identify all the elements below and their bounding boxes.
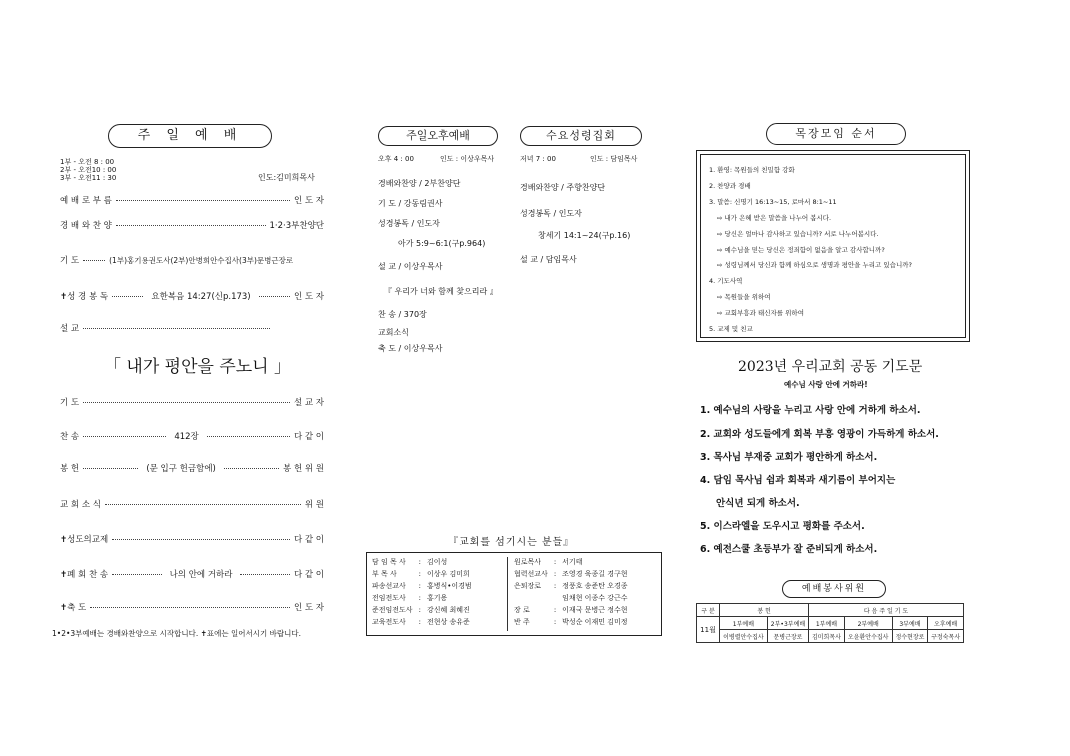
prayer-item: 안식년 되게 하소서. [716, 498, 800, 509]
wednesday-leader: 인도 : 담임목사 [590, 155, 638, 163]
staff-role: 원로목사 [514, 558, 542, 566]
prayer-item: 6. 예전스쿨 초등부가 잘 준비되게 하소서. [700, 544, 878, 555]
order-label: 봉 헌 [60, 464, 80, 474]
service-header-offering: 봉 헌 [720, 604, 809, 617]
service-time-3: 3부 - 오전11 : 30 [60, 174, 117, 182]
order-label: ✝성도의교제 [60, 535, 109, 545]
service-sub: 오후예배 [928, 617, 964, 630]
staff-names: 정풍호 송준탄 오경종 [562, 582, 628, 590]
service-table [696, 603, 964, 643]
staff-names: 조영경 육종길 경구현 [562, 570, 628, 578]
order-role: 봉 헌 위 원 [283, 464, 324, 474]
staff-role: 은퇴장로 [514, 582, 542, 590]
staff-row: 은퇴장로 : 정풍호 송준탄 오경종 [511, 580, 630, 592]
service-sub: 1부예배 [809, 617, 845, 630]
staff-names: 강신혜 최혜진 [426, 606, 470, 614]
staff-row: 파송선교사 : 홍병식•이경범 [369, 580, 475, 592]
service-committee-title [782, 580, 886, 598]
staff-role: 준전임전도사 [372, 606, 413, 614]
order-label: 기 도 [60, 256, 80, 266]
staff-row: 담 임 목 사 : 김이성 [369, 556, 475, 568]
cell-group-title-text: 목장모임 순서 [795, 127, 877, 140]
wednesday-order [520, 184, 630, 272]
afternoon-order [378, 180, 498, 361]
service-name: 오윤환안수집사 [844, 630, 892, 643]
afternoon-leader: 인도 : 이상우목사 [440, 155, 495, 163]
order-detail: 나의 안에 거하라 [169, 570, 233, 580]
service-sub: 1부예배 [720, 617, 768, 630]
service-name: 이병렬안수집사 [720, 630, 768, 643]
staff-role: 담 임 목 사 [372, 558, 406, 566]
order-row [60, 254, 326, 266]
wednesday-item: 성경봉독 / 인도자 [520, 209, 582, 218]
order-role: 다 같 이 [293, 570, 325, 580]
afternoon-item: 성경봉독 / 인도자 [378, 219, 440, 228]
staff-role: 파송선교사 [372, 582, 406, 590]
cell-group-steps [709, 163, 912, 338]
order-detail: 412장 [174, 432, 199, 442]
order-row [60, 601, 324, 613]
afternoon-time: 오후 4 : 00 [378, 155, 414, 163]
staff-names: 홍기용 [426, 594, 448, 602]
cell-group-box [696, 150, 970, 342]
staff-divider [507, 557, 508, 631]
order-label: 기 도 [60, 398, 80, 408]
afternoon-item: 경배와찬양 / 2부찬양단 [378, 179, 461, 188]
order-row [60, 290, 324, 302]
dotted-leader [83, 436, 166, 437]
afternoon-service-title-text: 주일오후예배 [406, 129, 470, 142]
staff-names: 김이성 [426, 558, 448, 566]
sunday-service-title-text: 주 일 예 배 [137, 128, 243, 143]
afternoon-item: 기 도 / 강동림권사 [378, 199, 443, 208]
staff-role: 전임전도사 [372, 594, 406, 602]
staff-role: 장 로 [514, 606, 530, 614]
order-role: 인 도 자 [293, 196, 324, 206]
service-name: 정수현장로 [892, 630, 928, 643]
staff-names: 임채현 이종수 강근수 [562, 594, 628, 602]
prayer-subtitle: 예수님 사랑 안에 거하라! [784, 380, 868, 389]
staff-role: 반 주 [514, 618, 530, 626]
service-header-next-prayer: 다 음 주 일 기 도 [809, 604, 964, 617]
staff-names: 이상우 김미희 [426, 570, 470, 578]
dotted-leader [112, 574, 162, 575]
wednesday-time: 저녁 7 : 00 [520, 155, 556, 163]
staff-row: 준전임전도사 : 강신혜 최혜진 [369, 604, 475, 616]
service-name-row [697, 630, 964, 643]
dotted-leader [83, 328, 270, 329]
dotted-leader [112, 539, 290, 540]
order-role: 위 원 [304, 500, 324, 510]
cell-group-title [766, 123, 906, 145]
prayer-title: 2023년 우리교회 공동 기도문 [738, 359, 923, 375]
step-item: ⇨ 목원들을 위하여 [717, 293, 771, 302]
prayer-item: 2. 교회와 성도들에게 회복 부흥 영광이 가득하게 하소서. [700, 429, 939, 440]
order-role: 1·2·3부찬양단 [269, 221, 324, 231]
step-item: 1. 환영: 목원들의 친밀함 강화 [709, 166, 795, 174]
staff-right-table [511, 556, 630, 628]
dotted-leader [116, 225, 266, 226]
order-detail: (문 입구 헌금함에) [146, 464, 216, 474]
staff-row: 교육전도사 : 전현상 송유준 [369, 616, 475, 628]
afternoon-service-title [378, 126, 498, 146]
wednesday-service-title-text: 수요성령집회 [546, 129, 616, 142]
staff-row: 부 목 사 : 이상우 김미희 [369, 568, 475, 580]
service-header-row [697, 604, 964, 617]
staff-row: 협력선교사 : 조영경 육종길 경구현 [511, 568, 630, 580]
order-label: ✝성 경 봉 독 [60, 292, 109, 302]
dotted-leader [116, 200, 290, 201]
step-item: 5. 교제 및 친교 [709, 325, 753, 334]
service-time-1: 1부 - 오전 8 : 00 [60, 158, 115, 166]
prayer-item: 1. 예수님의 사랑을 누리고 사랑 안에 거하게 하소서. [700, 405, 921, 416]
order-detail: (1부)홍기용권도사(2부)안병희안수집사(3부)문병근장로 [109, 255, 294, 265]
service-sub: 2부•3부예배 [767, 617, 808, 630]
staff-names: 홍병식•이경범 [426, 582, 472, 590]
wednesday-service-title [520, 126, 642, 146]
staff-names: 전현상 송유준 [426, 618, 470, 626]
dotted-leader [207, 436, 290, 437]
order-label: 찬 송 [60, 432, 80, 442]
service-leader: 인도:김미희목사 [258, 173, 315, 182]
wednesday-item: 설 교 / 담임목사 [520, 255, 577, 264]
order-label: ✝축 도 [60, 603, 87, 613]
order-role: 다 같 이 [293, 535, 324, 545]
order-role: 인 도 자 [293, 603, 324, 613]
service-sub: 2부예배 [844, 617, 892, 630]
order-label: 예 배 로 부 름 [60, 196, 112, 206]
afternoon-item: 설 교 / 이상우목사 [378, 262, 443, 271]
order-label: 경 배 와 찬 양 [60, 221, 112, 231]
staff-row [511, 592, 630, 604]
dotted-leader [90, 607, 290, 608]
step-item: ⇨ 교회부흥과 태신자를 위하여 [717, 309, 804, 318]
dotted-leader [105, 504, 301, 505]
staff-row: 장 로 : 이재국 문병근 정수현 [511, 604, 630, 616]
dotted-leader [83, 468, 138, 469]
order-label: ✝폐 회 찬 송 [60, 570, 109, 580]
order-row [60, 498, 324, 510]
order-row [60, 533, 324, 545]
order-label: 설 교 [60, 324, 80, 334]
staff-box [366, 552, 662, 636]
step-item: ⇨ 예수님을 믿는 당신은 정죄함이 없음을 알고 감사합니까? [717, 245, 885, 254]
order-row [60, 322, 274, 334]
service-name: 구정숙목사 [928, 630, 964, 643]
order-role: 다 같 이 [293, 432, 325, 442]
afternoon-item: 축 도 / 이상우목사 [378, 344, 443, 353]
order-row [60, 462, 324, 474]
dotted-leader [83, 402, 290, 403]
staff-role [511, 592, 551, 604]
wednesday-item: 경배와찬양 / 주향찬양단 [520, 183, 606, 192]
order-row [60, 396, 324, 408]
staff-names: 서기태 [562, 558, 583, 566]
step-item: ⇨ 당신은 얼마나 감사하고 있습니까? 서로 나누어봅시다. [717, 229, 879, 238]
dotted-leader [112, 296, 143, 297]
dotted-leader [240, 574, 290, 575]
step-item: 4. 기도사역 [709, 277, 743, 286]
service-sub: 3부예배 [892, 617, 928, 630]
footnote: 1•2•3부예배는 경배와찬양으로 시작합니다. ✝표에는 일어서시기 바랍니다. [52, 629, 301, 638]
order-label: 교 회 소 식 [60, 500, 101, 510]
service-sub-row [697, 617, 964, 630]
order-row [60, 568, 324, 580]
prayer-item: 5. 이스라엘을 도우시고 평화를 주소서. [700, 521, 865, 532]
staff-role: 협력선교사 [514, 570, 548, 578]
staff-names: 박성순 이재민 김미정 [562, 618, 628, 626]
order-role: 인 도 자 [293, 292, 324, 302]
staff-left-table [369, 556, 475, 628]
order-role: 설 교 자 [293, 398, 324, 408]
afternoon-item: 찬 송 / 370장 [378, 310, 427, 319]
step-item: 3. 말씀: 신명기 16:13~15, 로마서 8:1~11 [709, 197, 837, 206]
service-time-2: 2부 - 오전10 : 00 [60, 166, 117, 174]
sunday-service-title [108, 124, 272, 148]
step-item: 2. 찬양과 경배 [709, 181, 751, 190]
staff-row: 원로목사 : 서기태 [511, 556, 630, 568]
prayer-item: 4. 담임 목사님 쉼과 회복과 새기름이 부어지는 [700, 475, 896, 486]
staff-names: 이재국 문병근 정수현 [562, 606, 628, 614]
dotted-leader [83, 260, 105, 261]
sermon-title: 「 내가 평안을 주노니 」 [104, 357, 291, 377]
order-row [60, 219, 324, 231]
order-row [60, 194, 324, 206]
staff-role: 부 목 사 [372, 570, 397, 578]
afternoon-item: 아가 5:9~6:1(구p.964) [398, 239, 486, 248]
service-header-gubun: 구 분 [697, 604, 720, 617]
service-name: 문병근장로 [767, 630, 808, 643]
dotted-leader [224, 468, 279, 469]
service-committee-title-text: 예배봉사위원 [801, 584, 867, 594]
step-item: ⇨ 내가 은혜 받은 말씀을 나누어 봅시다. [717, 213, 832, 222]
wednesday-item: 창세기 14:1~24(구p.16) [538, 231, 631, 240]
staff-title: 『교회를 섬기시는 분들』 [448, 537, 575, 548]
staff-role: 교육전도사 [372, 618, 406, 626]
cell-group-inner [700, 154, 966, 338]
service-name: 김미희목사 [809, 630, 845, 643]
service-times [60, 158, 116, 182]
dotted-leader [259, 296, 290, 297]
staff-row: 전임전도사 : 홍기용 [369, 592, 475, 604]
afternoon-item: 『 우리가 너와 함께 찾으리라 』 [384, 287, 498, 296]
order-row [60, 430, 324, 442]
prayer-item: 3. 목사님 부재중 교회가 평안하게 하소서. [700, 452, 878, 463]
afternoon-item: 교회소식 [378, 328, 409, 337]
staff-row: 반 주 : 박성순 이재민 김미정 [511, 616, 630, 628]
service-month: 11월 [697, 617, 720, 643]
order-detail: 요한복음 14:27(신p.173) [151, 292, 251, 302]
step-item: ⇨ 성령님께서 당신과 함께 하심으로 생명과 평안을 누리고 있습니까? [717, 261, 912, 270]
